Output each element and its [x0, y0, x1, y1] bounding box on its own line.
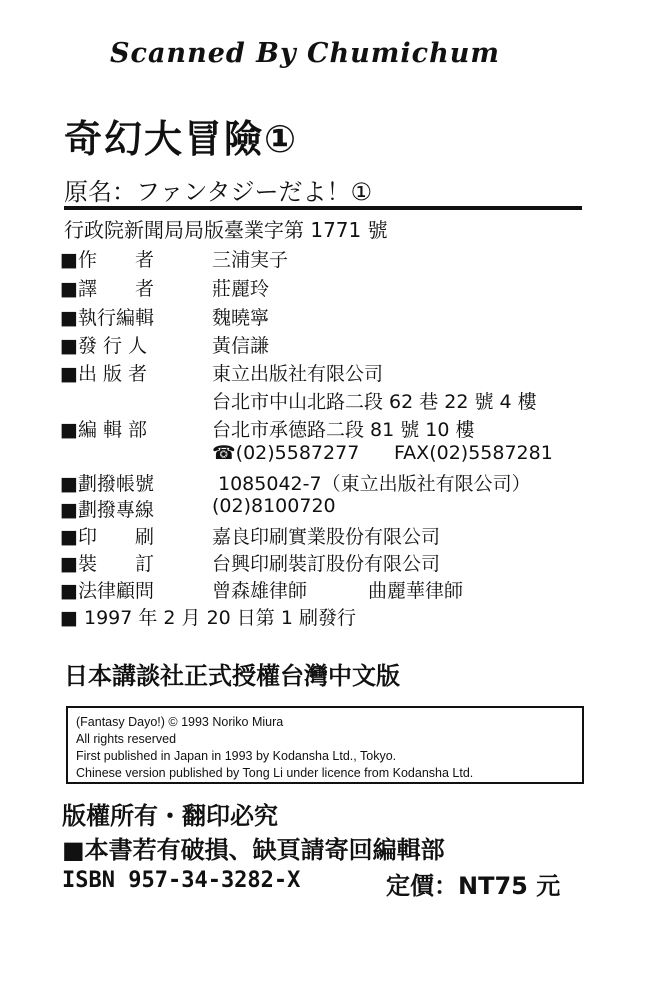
- colophon-label: ■編 輯 部: [60, 419, 148, 441]
- colophon-value: 台興印刷裝訂股份有限公司: [212, 553, 441, 575]
- rights-notice: 版權所有・翻印必究: [62, 802, 278, 830]
- copyright-box: [66, 706, 584, 784]
- isbn: ISBN 957-34-3282-X: [62, 868, 301, 893]
- price: 定價：NT75 元: [386, 872, 561, 900]
- license-number: 行政院新聞局局版臺業字第 1771 號: [64, 218, 388, 242]
- colophon-value: 嘉良印刷實業股份有限公司: [212, 526, 441, 548]
- copyright-line: Chinese version published by Tong Li under licence from Kodansha Ltd.: [76, 766, 474, 780]
- colophon-value: 台北市承德路二段 81 號 10 樓: [212, 419, 475, 441]
- colophon-value-secondary: 曲麗華律師: [368, 580, 464, 602]
- copyright-line: First published in Japan in 1993 by Kodansha Ltd., Tokyo.: [76, 749, 397, 763]
- title-divider: [64, 206, 582, 210]
- damage-notice: ■本書若有破損、缺頁請寄回編輯部: [62, 836, 445, 864]
- authorization-notice: 日本講談社正式授權台灣中文版: [64, 662, 400, 690]
- colophon-label: ■發 行 人: [60, 335, 148, 357]
- colophon-label: ■出 版 者: [60, 363, 148, 385]
- colophon-label: ■劃撥帳號: [60, 473, 154, 495]
- editorial-fax: FAX(02)5587281: [394, 442, 553, 464]
- editorial-phone: ☎(02)5587277: [212, 442, 360, 464]
- colophon-label: ■譯 者: [60, 278, 154, 300]
- book-title: 奇幻大冒險①: [64, 117, 299, 161]
- copyright-line: All rights reserved: [76, 732, 177, 746]
- colophon-label: ■印 刷: [60, 526, 154, 548]
- colophon-value: 魏曉寧: [212, 307, 270, 329]
- colophon-label: ■執行編輯: [60, 307, 154, 329]
- colophon-value: 莊麗玲: [212, 278, 270, 300]
- scanner-credit: Scanned By Chumichum: [110, 38, 500, 69]
- colophon-value: 1085042-7（東立出版社有限公司）: [218, 473, 531, 495]
- colophon-value: 曾森雄律師: [212, 580, 308, 602]
- print-date-text: ■ 1997 年 2 月 20 日第 1 刷發行: [60, 607, 356, 629]
- colophon-value: (02)8100720: [212, 495, 336, 517]
- colophon-value: 三浦実子: [212, 249, 289, 271]
- colophon-label: ■裝 訂: [60, 553, 154, 575]
- colophon-label: ■法律顧問: [60, 580, 154, 602]
- original-title: 原名：ファンタジーだよ！①: [64, 178, 373, 206]
- copyright-line: (Fantasy Dayo!) © 1993 Noriko Miura: [76, 715, 284, 729]
- colophon-value: 黃信謙: [212, 335, 270, 357]
- colophon-value: 東立出版社有限公司: [212, 363, 384, 385]
- colophon-label: ■作 者: [60, 249, 154, 271]
- colophon-label: ■劃撥專線: [60, 499, 154, 521]
- publisher-address: 台北市中山北路二段 62 巷 22 號 4 樓: [212, 391, 537, 413]
